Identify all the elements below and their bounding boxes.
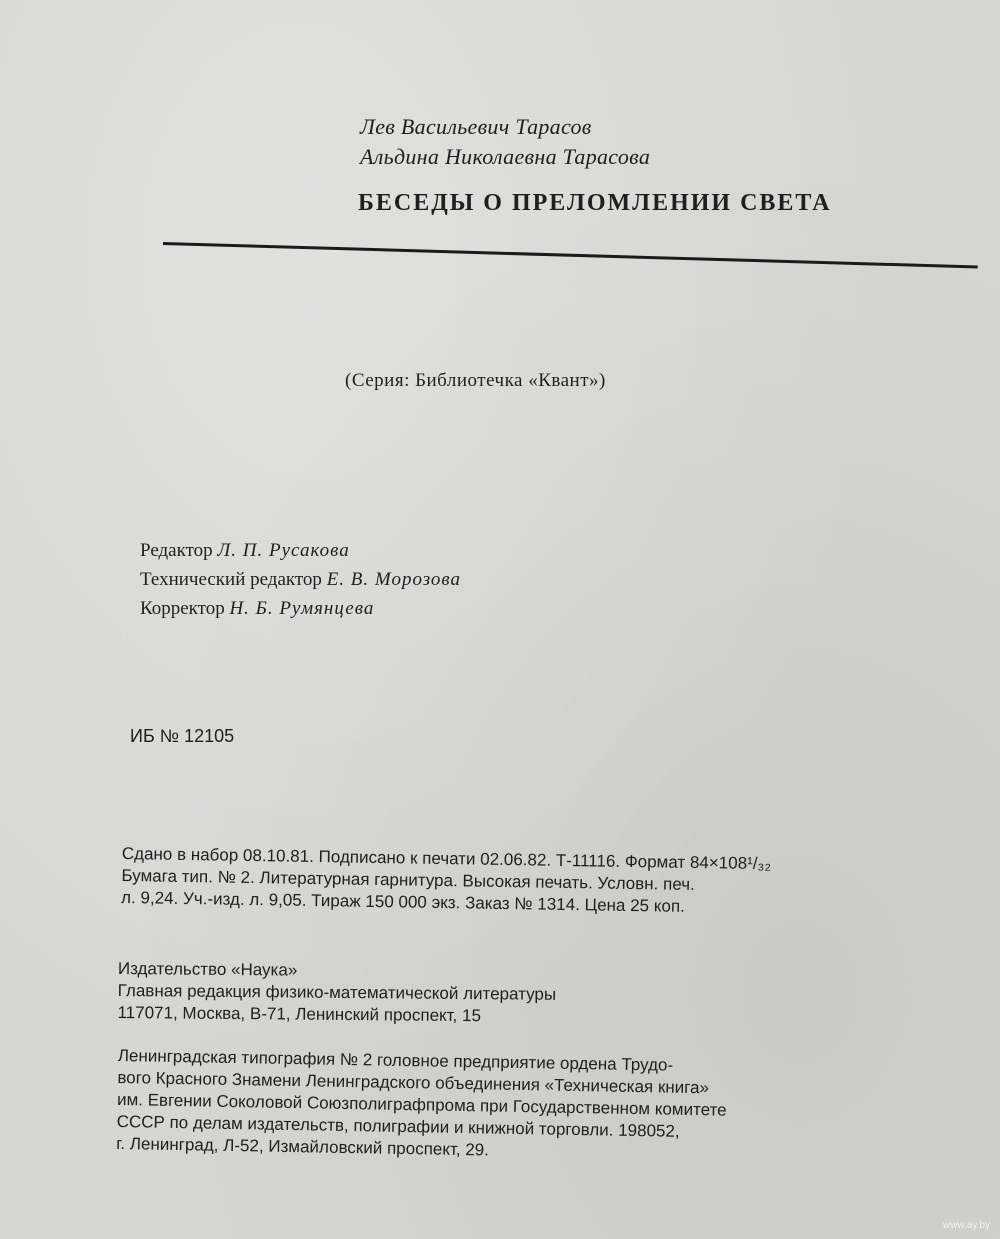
author-2: Альдина Николаевна Тарасова — [360, 144, 651, 169]
printer-line: вого Красного Знамени Ленинградского объединения «Техническая книга» — [117, 1067, 710, 1098]
author-1: Лев Васильевич Тарасов — [360, 114, 592, 139]
series-line: (Серия: Библиотечка «Квант») — [345, 370, 606, 391]
printer-line: г. Ленинград, Л-52, Измайловский проспект, 29. — [116, 1133, 490, 1160]
credit-proofreader — [140, 594, 461, 623]
credit-editor — [140, 536, 461, 565]
publisher-line: Издательство «Наука» — [117, 958, 298, 980]
credit-tech-editor — [140, 565, 461, 594]
credit-name: Н. Б. Румянцева — [229, 598, 375, 619]
printer-line: Ленинградская типография № 2 головное предприятие ордена Трудо- — [117, 1045, 674, 1075]
publisher-line: Главная редакция физико-математической литературы — [117, 980, 557, 1004]
title-divider — [163, 242, 978, 268]
publisher-info — [117, 958, 556, 1028]
printer-line: СССР по делам издательств, полиграфии и книжной торговли. 198052, — [116, 1111, 680, 1141]
credits — [140, 536, 461, 623]
ib-number: ИБ № 12105 — [130, 726, 235, 746]
print-info-line: л. 9,24. Уч.-изд. л. 9,05. Тираж 150 000 экз. Заказ № 1314. Цена 25 коп. — [120, 887, 685, 916]
credit-role: Технический редактор — [140, 569, 322, 590]
credit-role: Редактор — [140, 540, 213, 561]
print-info — [121, 843, 771, 919]
site-watermark: www.ay.by — [942, 1220, 990, 1231]
printer-info — [116, 1045, 727, 1166]
print-info-line: Сдано в набор 08.10.81. Подписано к печати 02.06.82. Т-11116. Формат 84×108¹/₃₂ — [121, 843, 772, 874]
printer-line: им. Евгении Соколовой Союзполиграфпрома при Государственном комитете — [116, 1089, 727, 1120]
authors — [360, 112, 650, 172]
book-title: БЕСЕДЫ О ПРЕЛОМЛЕНИИ СВЕТА — [358, 190, 832, 216]
publisher-line: 117071, Москва, В-71, Ленинский проспект, 15 — [117, 1002, 482, 1026]
print-info-line: Бумага тип. № 2. Литературная гарнитура. Высокая печать. Условн. печ. — [121, 865, 695, 895]
credit-name: Л. П. Русакова — [217, 540, 350, 561]
credit-role: Корректор — [140, 598, 225, 619]
credit-name: Е. В. Морозова — [326, 569, 461, 590]
